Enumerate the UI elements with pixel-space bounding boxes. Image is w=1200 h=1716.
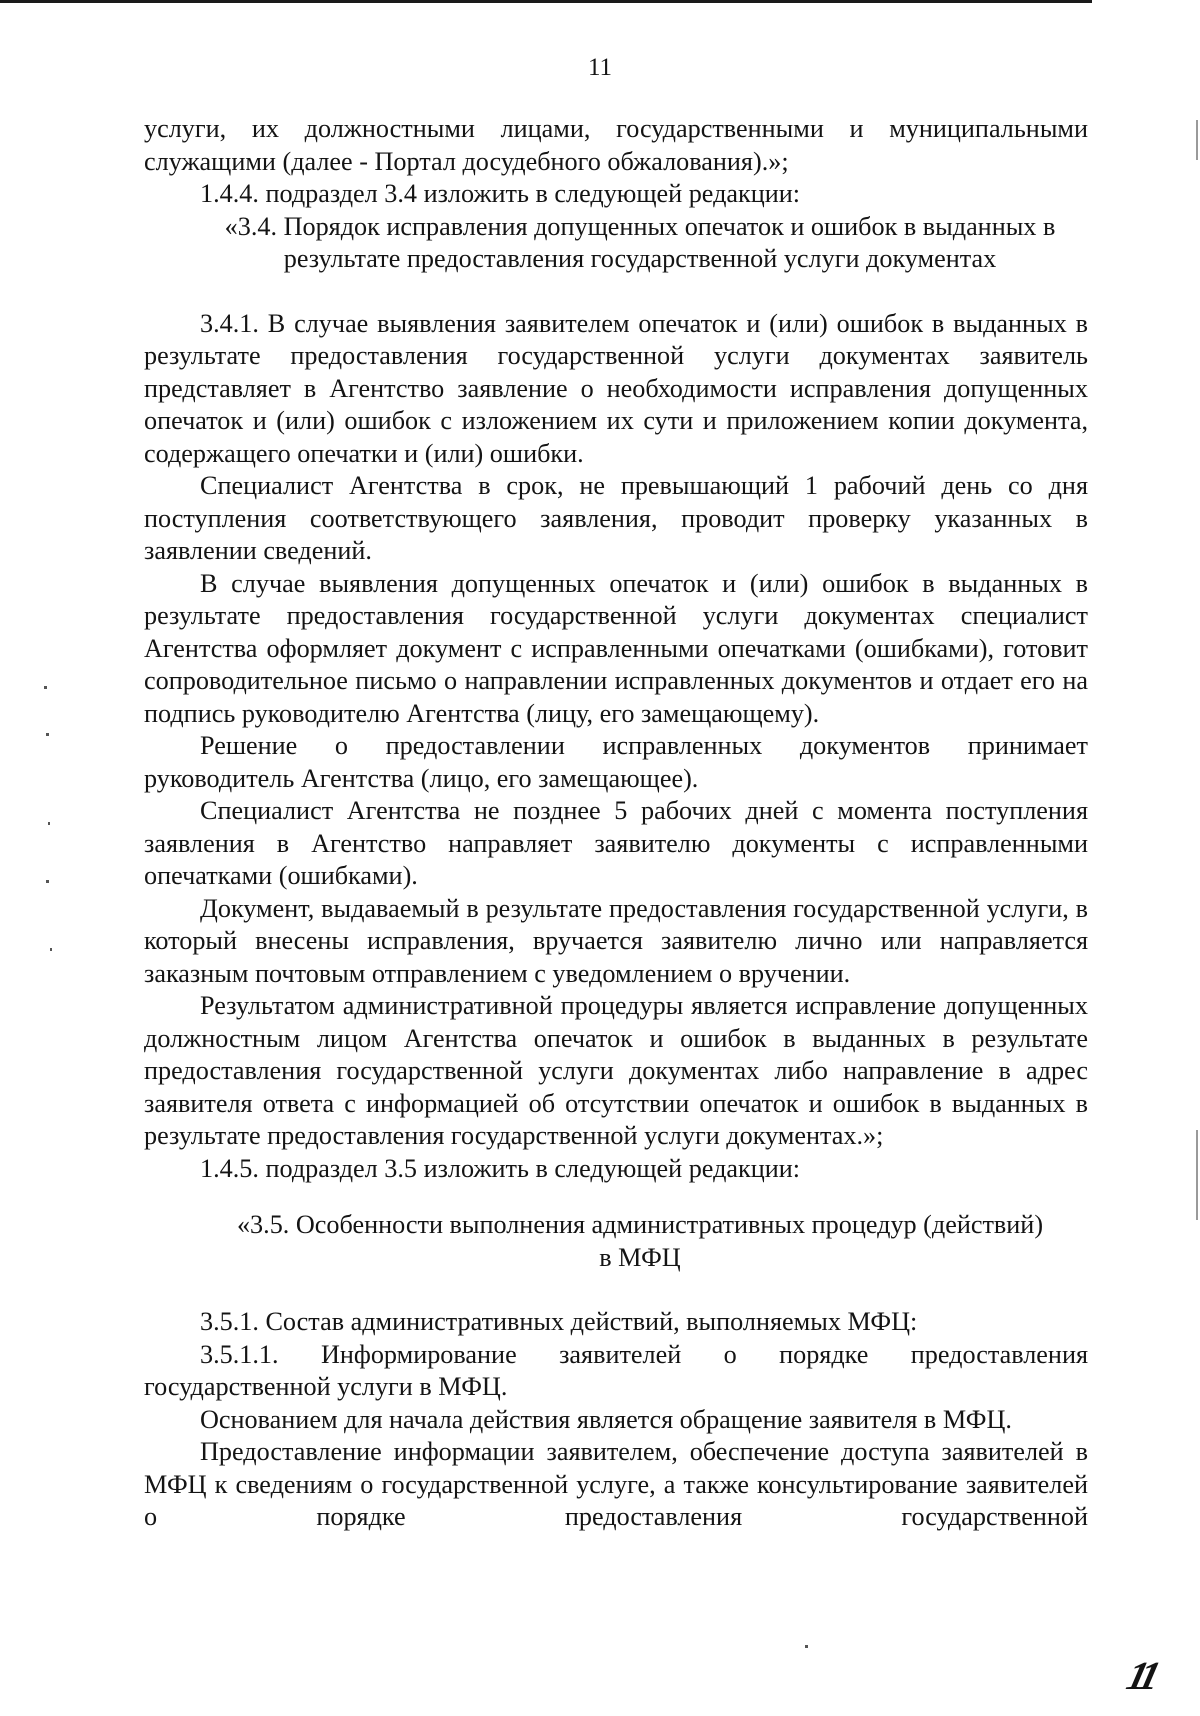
- handwritten-page-number: 11: [1122, 1653, 1160, 1698]
- paragraph: В случае выявления допущенных опечаток и (или) ошибок в выданных в результате предоставления государственной услуги документах специалист Агентства оформляет документ с исправленными опечатками (ошибками), готовит сопроводительное письмо о направлении исправленных документов и отдает его на подпись руководителю Агентства (лицу, его замещающему).: [144, 568, 1088, 728]
- paragraph: Предоставление информации заявителем, обеспечение доступа заявителей в МФЦ к сведениям о государственной услуге, а также консультирование заявителей о порядке предоставления государственной: [144, 1437, 1088, 1531]
- spacer: [144, 276, 1088, 308]
- section-heading: в МФЦ: [599, 1242, 681, 1272]
- paragraph: 3.5.1. Состав административных действий, выполняемых МФЦ:: [200, 1307, 918, 1336]
- page-number: 11: [587, 54, 613, 81]
- spacer: [144, 1185, 1088, 1209]
- spacer: [144, 1274, 1088, 1306]
- paragraph: 1.4.4. подраздел 3.4 изложить в следующей редакции:: [200, 179, 801, 208]
- scan-speck: [46, 733, 49, 736]
- scan-speck: [44, 686, 47, 689]
- paragraph: Результатом административной процедуры является исправление допущенных должностным лицом Агентства опечаток и ошибок в выданных в результате предоставления государственной услуги документах либо направление в адрес заявителя ответа с информацией об отсутствии опечаток и ошибок в выданных в результате предоставления государственной услуги документах.»;: [144, 991, 1088, 1150]
- paragraph: услуги, их должностными лицами, государственными и муниципальными служащими (далее - Портал досудебного обжалования).»;: [144, 114, 1088, 176]
- scan-speck: [46, 880, 49, 883]
- paragraph: Специалист Агентства не позднее 5 рабочих дней с момента поступления заявления в Агентство направляет заявителю документы с исправленными опечатками (ошибками).: [144, 796, 1088, 890]
- scan-speck: [805, 1645, 808, 1648]
- scan-top-edge: [0, 0, 1092, 3]
- paragraph: Основанием для начала действия является обращение заявителя в МФЦ.: [200, 1404, 1012, 1434]
- scan-margin-mark: [1196, 1130, 1198, 1220]
- paragraph: 1.4.5. подраздел 3.5 изложить в следующей редакции:: [200, 1153, 801, 1183]
- paragraph: Документ, выдаваемый в результате предоставления государственной услуги, в который внесены исправления, вручается заявителю лично или направляется заказным почтовым отправлением с уведомлением о вручении.: [144, 893, 1088, 988]
- scan-margin-mark: [1196, 120, 1198, 160]
- section-heading: «3.5. Особенности выполнения административных процедур (действий): [236, 1210, 1044, 1239]
- paragraph: 3.4.1. В случае выявления заявителем опечаток и (или) ошибок в выданных в результате предоставления государственной услуги документах заявитель представляет в Агентство заявление о необходимости исправления допущенных опечаток и (или) ошибок с изложением их сути и приложением копии документа, содержащего опечатки и (или) ошибки.: [144, 308, 1088, 468]
- document-body: [144, 113, 1088, 1534]
- paragraph: Решение о предоставлении исправленных документов принимает руководитель Агентства (лицо, его замещающее).: [144, 731, 1088, 793]
- scan-speck: [48, 822, 50, 825]
- paragraph: Специалист Агентства в срок, не превышающий 1 рабочий день со дня поступления соответствующего заявления, проводит проверку указанных в заявлении сведений.: [144, 471, 1088, 565]
- section-heading: «3.4. Порядок исправления допущенных опечаток и ошибок в выданных в результате предоставления государственной услуги документах: [224, 211, 1056, 273]
- scan-speck: [50, 948, 52, 951]
- paragraph: 3.5.1.1. Информирование заявителей о порядке предоставления государственной услуги в МФЦ.: [144, 1339, 1088, 1401]
